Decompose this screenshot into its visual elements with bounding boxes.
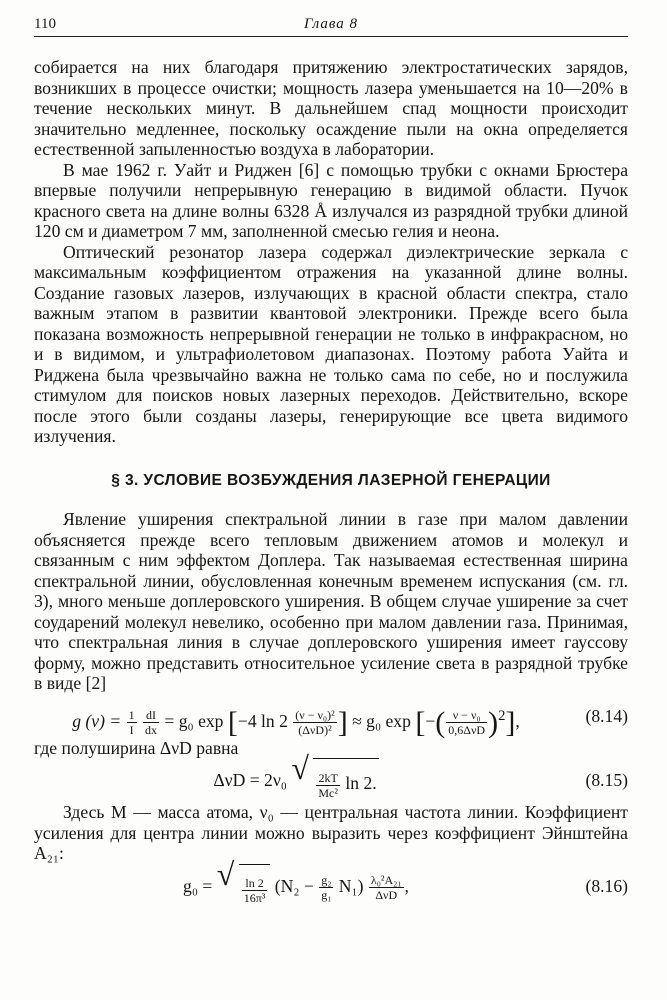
- equation-body: g (ν) = $\frac{1}{I}$ $\frac{dI}{dx}$ = g₀ exp [−4 ln 2 $\frac{\text{(ν − ν₀)²}}{\text{(ΔνD)²}}$ ] ≈ g₀ exp [−( $\frac{\text{ν − ν₀}}{\text{0,6ΔνD}}$ )$^2$],: [72, 705, 520, 739]
- paragraph: Явление уширения спектральной линии в газе при малом давлении объясняется прежде всего тепловым движением атомов и молекул и связанным с ним эффектом Доплера. Так называемая естественная ширина спектральной линии, обусловленная конечным временем испускания (см. гл. 3), много меньше доплеровского уширения. В общем случае уширение за счет соударений молекул невелико, особенно при малом давлении газа. Принимая, что спектральная линия в случае доплеровского уширения имеет гауссову форму, можно представить относительное усиление света в разрядной трубке в виде [2]: [34, 509, 628, 693]
- eq-text: N₁): [338, 875, 364, 896]
- equation-body: [34, 855, 558, 911]
- radical-sign: √: [291, 750, 309, 787]
- numerator: λ₀²A₂₁: [370, 872, 402, 887]
- page-number: 110: [34, 16, 56, 32]
- chapter-title: Глава 8: [303, 16, 359, 32]
- denominator: Mc²: [318, 785, 338, 800]
- numerator: ν − ν₀: [446, 709, 487, 723]
- exponent: 2: [498, 707, 506, 724]
- equation-number: (8.15): [585, 770, 628, 790]
- eq-text: −: [425, 710, 436, 731]
- eq-text: (N₂ −: [274, 875, 314, 896]
- paragraph: В мае 1962 г. Уайт и Риджен [6] с помощью трубки с окнами Брюстера впервые получили непрерывную генерацию в видимой области. Пучок красного света на длине волны 6328 Å излучался из разрядной трубки длиной 120 см и диаметром 7 мм, заполненной смесью гелия и неона.: [34, 159, 628, 241]
- radicand: [239, 864, 271, 911]
- bracket: [: [227, 705, 238, 739]
- equation-number: (8.14): [585, 705, 628, 726]
- eq-lhs: g (ν) =: [72, 710, 122, 731]
- fraction: [127, 709, 137, 736]
- fraction: [242, 877, 268, 904]
- equation-8-16: [34, 855, 628, 908]
- equation-body: [34, 750, 558, 805]
- running-head: [34, 16, 628, 37]
- square-root: [216, 855, 271, 911]
- denominator: g₁: [321, 887, 332, 902]
- numerator: dI: [143, 709, 159, 723]
- eq-text: ln 2.: [345, 773, 377, 794]
- radicand: [313, 758, 378, 805]
- eq-lhs: ΔνD = 2ν₀: [213, 770, 287, 790]
- fraction: [293, 709, 336, 736]
- paren: (: [435, 705, 446, 739]
- bracket: ]: [337, 705, 348, 739]
- fraction: [319, 874, 333, 901]
- equation-number: (8.16): [585, 875, 628, 896]
- numerator: g₂: [321, 872, 332, 887]
- fraction: [316, 772, 340, 799]
- fraction: [446, 709, 487, 736]
- fraction: [369, 874, 404, 901]
- square-root: [291, 750, 378, 805]
- paragraph: Оптический резонатор лазера содержал диэлектрические зеркала с максимальным коэффициентом отражения на указанной длине волны. Создание газовых лазеров, излучающих в красной области спектра, стало важным этапом в развитии квантовой электроники. Прежде всего была показана возможность непрерывной генерации не только в инфракрасном, но и в видимом, и ультрафиолетовом диапазонах. Поэтому работа Уайта и Риджена была чрезвычайно важна не только сама по себе, но и послужила стимулом для поисков новых лазерных переходов. Действительно, вскоре после этого были созданы лазеры, генерирующие все цвета видимого излучения.: [34, 241, 628, 446]
- numerator: ln 2: [242, 877, 268, 891]
- denominator: (ΔνD)²: [298, 722, 332, 737]
- fraction: [143, 709, 159, 736]
- eq-text: −4 ln 2: [237, 710, 288, 731]
- equation-8-14: [34, 694, 628, 738]
- paragraph: собирается на них благодаря притяжению электростатических зарядов, возникших в процессе очистки; мощность лазера уменьшается на 10—20% в течение нескольких минут. В дальнейшем спад мощности происходит значительно медленнее, поскольку осаждение пыли на окна определяется естественной запыленностью воздуха в лаборатории.: [34, 57, 628, 159]
- paragraph: где полуширина ΔνD равна: [34, 737, 239, 758]
- denominator: 0,6ΔνD: [448, 722, 486, 737]
- paren: ): [488, 705, 499, 739]
- radical-sign: √: [216, 855, 235, 892]
- eq-text: ,: [404, 875, 409, 896]
- numerator: 1: [128, 707, 135, 722]
- eq-text: = g₀ exp: [164, 710, 224, 731]
- numerator: 2kT: [316, 772, 340, 786]
- denominator: 16π³: [243, 891, 266, 906]
- numerator: (ν − ν₀)²: [295, 707, 335, 722]
- book-page: [34, 16, 628, 908]
- section-heading: § 3. УСЛОВИЕ ВОЗБУЖДЕНИЯ ЛАЗЕРНОЙ ГЕНЕРАЦИИ: [111, 471, 551, 489]
- denominator: dx: [145, 722, 158, 737]
- bracket: [: [415, 705, 426, 739]
- denominator: I: [129, 722, 134, 737]
- eq-text: ≈ g₀ exp: [352, 710, 411, 731]
- denominator: ΔνD: [375, 887, 398, 902]
- eq-lhs: g₀ =: [183, 875, 213, 896]
- body-text: [34, 57, 628, 908]
- equation-8-15: [34, 750, 628, 802]
- bracket: ]: [505, 705, 516, 739]
- paragraph: Здесь M — масса атома, ν₀ — центральная частота линии. Коэффициент усиления для центра линии можно выразить через коэффициент Эйнштейна A₂₁:: [34, 802, 628, 863]
